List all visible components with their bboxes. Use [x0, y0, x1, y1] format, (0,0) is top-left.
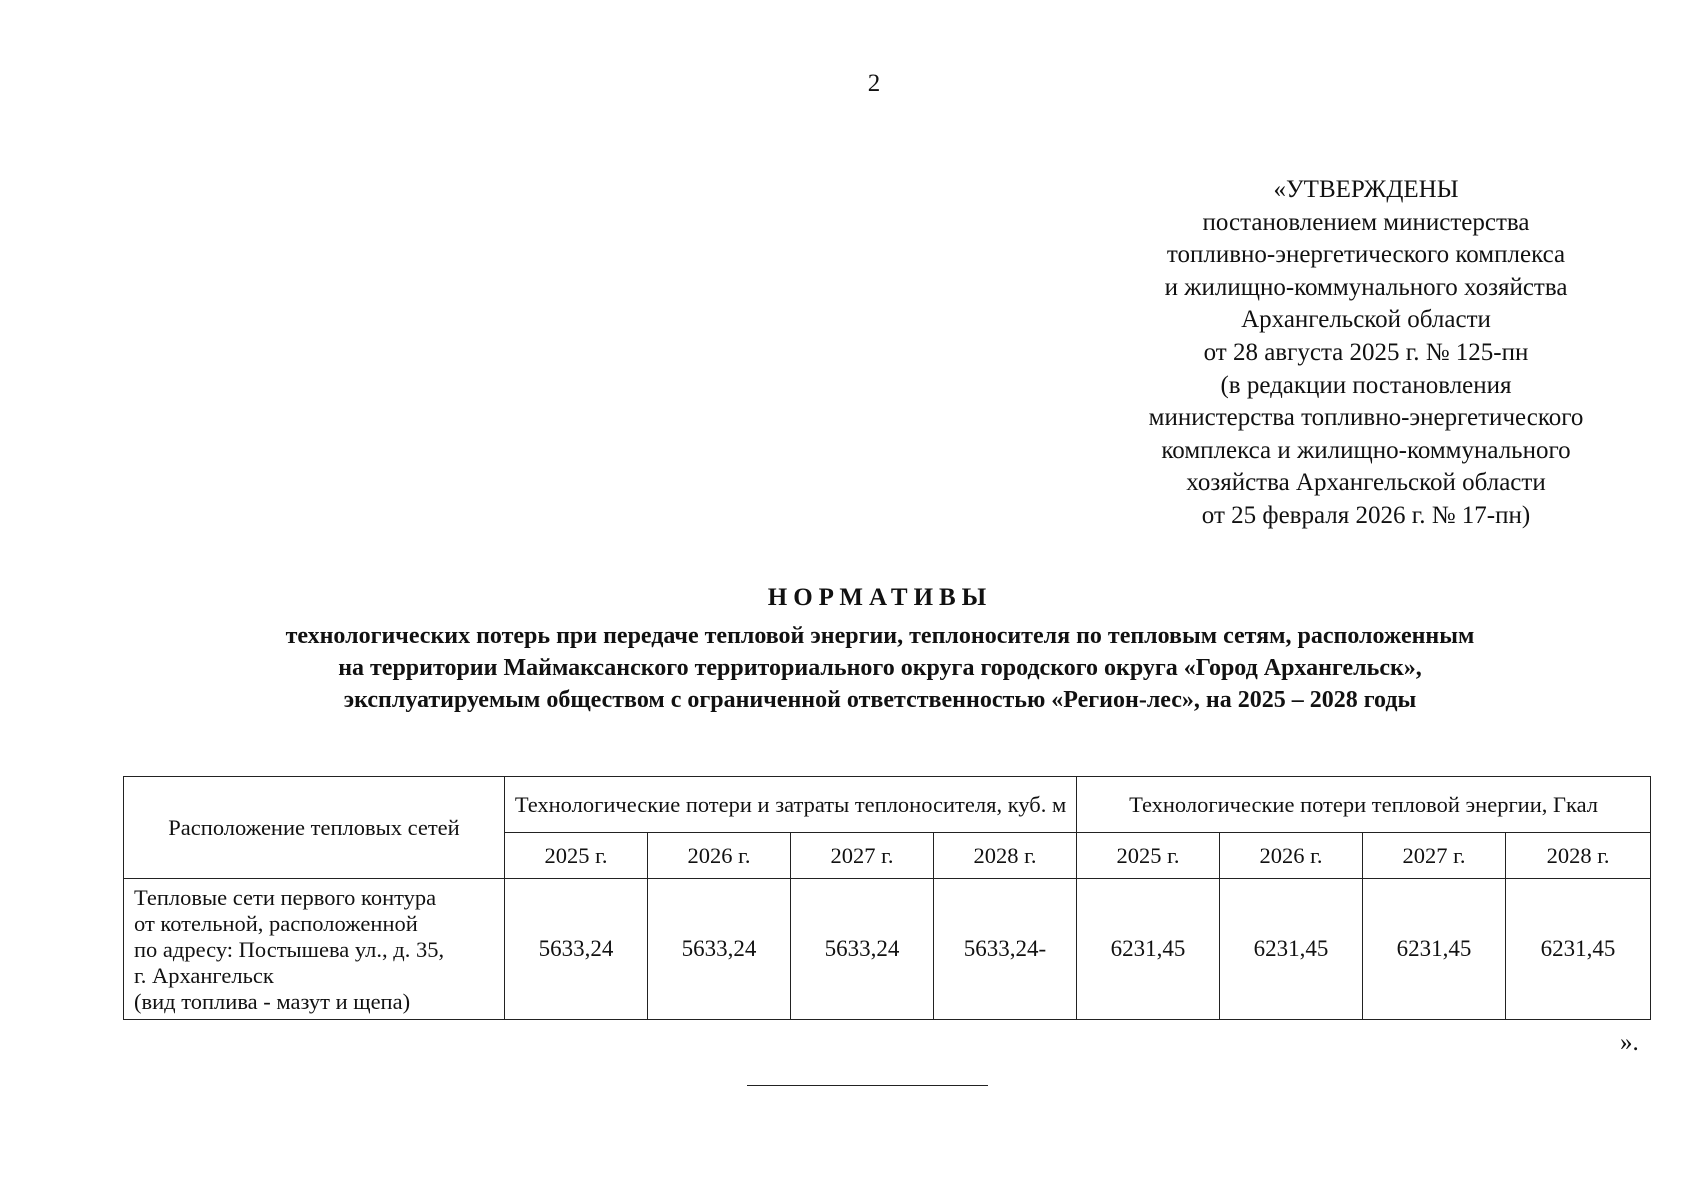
- coolant-losses-header: Технологические потери и затраты теплоносителя, куб. м: [505, 777, 1077, 833]
- approval-line: Архангельской области: [1241, 306, 1491, 334]
- end-rule: [747, 1085, 988, 1086]
- approval-line: топливно-энергетического комплекса: [1166, 241, 1566, 269]
- value-cell: 5633,24-: [934, 879, 1077, 1020]
- approval-line: «УТВЕРЖДЕНЫ: [1273, 176, 1459, 203]
- year-header: 2028 г.: [934, 833, 1077, 879]
- location-line: по адресу: Постышева ул., д. 35,: [134, 937, 445, 962]
- value-cell: 5633,24: [791, 879, 934, 1020]
- approval-block: [1106, 174, 1626, 533]
- location-cell: [124, 879, 505, 1020]
- subtitle-line: эксплуатируемым обществом с ограниченной ответственностью «Регион-лес», на 2025 – 2028 годы: [343, 687, 1417, 713]
- subtitle-line: на территории Маймаксанского территориального округа городского округа «Город Архангельск»,: [338, 655, 1422, 681]
- value-cell: 6231,45: [1506, 879, 1651, 1020]
- year-header: 2027 г.: [1363, 833, 1506, 879]
- approval-line: постановлением министерства: [1202, 208, 1530, 236]
- year-header: 2025 г.: [1077, 833, 1220, 879]
- year-header: 2027 г.: [791, 833, 934, 879]
- closing-quote: ».: [1620, 1029, 1639, 1056]
- value-cell: 6231,45: [1077, 879, 1220, 1020]
- value-cell: 6231,45: [1363, 879, 1506, 1020]
- approval-line: и жилищно-коммунального хозяйства: [1164, 273, 1568, 301]
- year-header: 2026 г.: [1220, 833, 1363, 879]
- year-header: 2025 г.: [505, 833, 648, 879]
- approval-line: от 28 августа 2025 г. № 125-пн: [1203, 338, 1529, 366]
- location-line: Тепловые сети первого контура: [134, 885, 437, 910]
- year-header: 2028 г.: [1506, 833, 1651, 879]
- location-line: от котельной, расположенной: [134, 911, 418, 936]
- approval-line: хозяйства Архангельской области: [1186, 469, 1546, 497]
- value-cell: 6231,45: [1220, 879, 1363, 1020]
- location-header: Расположение тепловых сетей: [124, 777, 505, 879]
- value-cell: 5633,24: [505, 879, 648, 1020]
- page-number: 2: [867, 70, 881, 97]
- norms-table: [123, 776, 1651, 1020]
- table-row: [124, 879, 1651, 1020]
- approval-line: комплекса и жилищно-коммунального: [1161, 436, 1571, 464]
- year-header: 2026 г.: [648, 833, 791, 879]
- location-line: (вид топлива - мазут и щепа): [134, 989, 411, 1014]
- document-title: НОРМАТИВЫ: [767, 584, 993, 611]
- subtitle-line: технологических потерь при передаче тепловой энергии, теплоносителя по тепловым сетям, расположенным: [285, 623, 1475, 649]
- approval-line: от 25 февраля 2026 г. № 17-пн): [1201, 501, 1531, 529]
- value-cell: 5633,24: [648, 879, 791, 1020]
- document-subtitle: [150, 620, 1610, 716]
- location-line: г. Архангельск: [134, 963, 274, 988]
- approval-line: министерства топливно-энергетического: [1148, 404, 1584, 432]
- heat-losses-header: Технологические потери тепловой энергии, Гкал: [1077, 777, 1651, 833]
- approval-line: (в редакции постановления: [1220, 371, 1512, 399]
